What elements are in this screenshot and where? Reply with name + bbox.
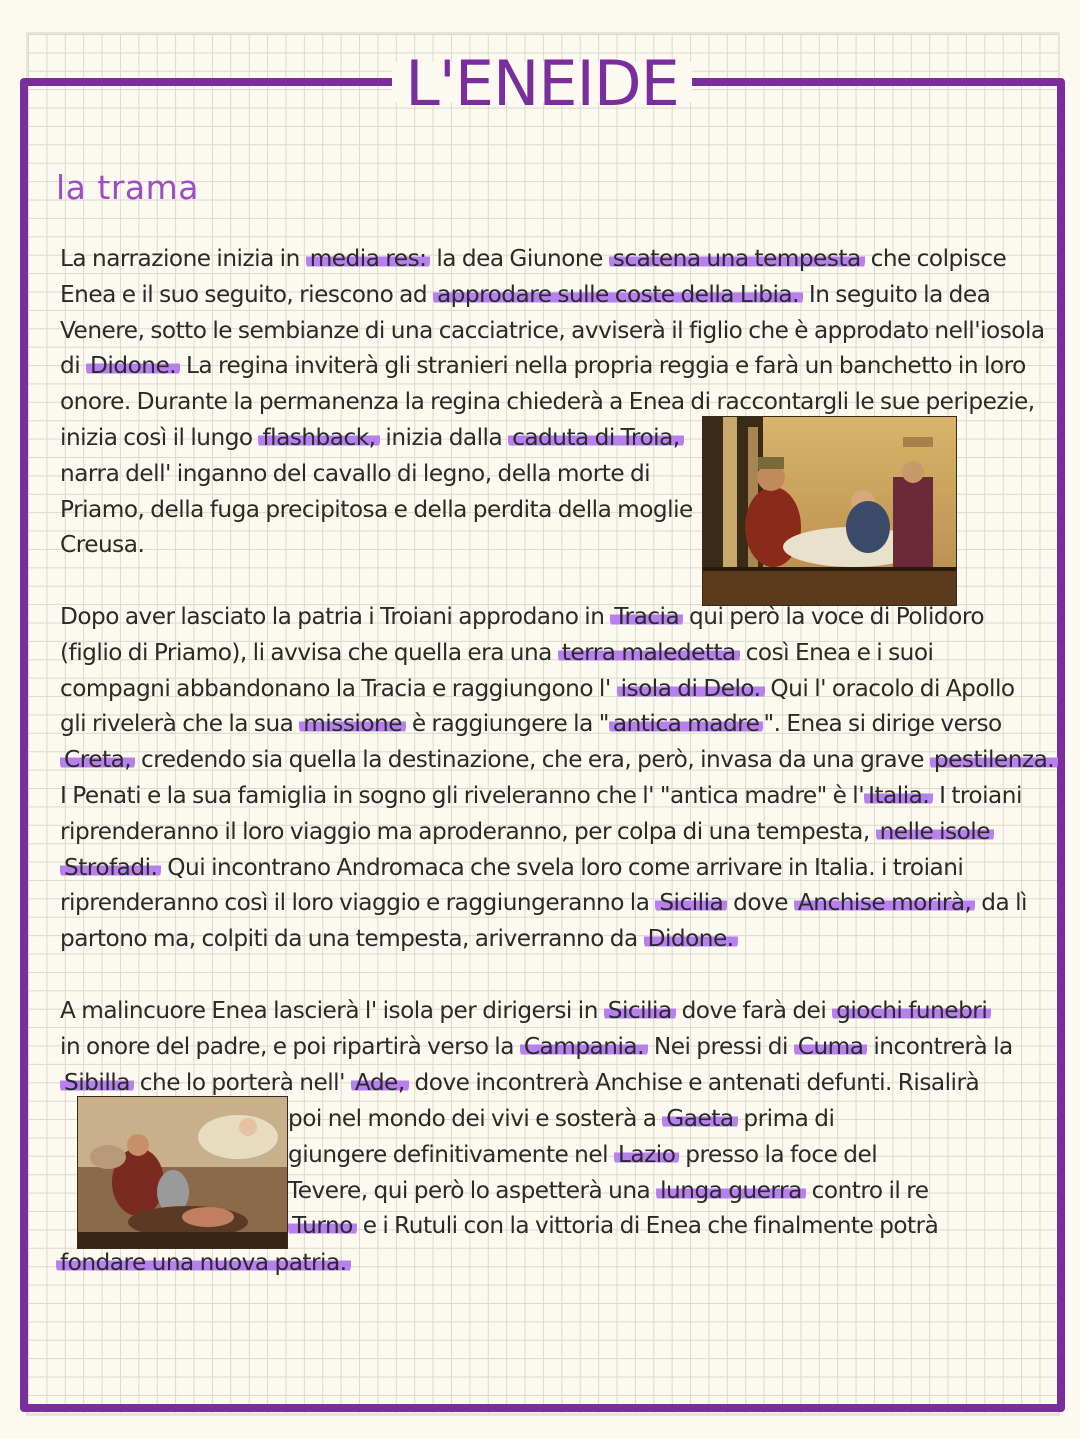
text-line (60, 671, 1058, 707)
text-line (288, 1101, 938, 1137)
text-segment: Creusa. (60, 531, 145, 559)
text-segment: Priamo, della fuga precipitosa e della perdita della moglie (60, 495, 693, 523)
text-segment: inizia così il lungo (60, 423, 259, 451)
highlighted-text: missione (299, 710, 406, 737)
text-segment: Venere, sotto le sembianze di una cacciatrice, avviserà il figlio che è approdato nell'iosola (60, 316, 1045, 344)
highlighted-text: Anchise morirà, (794, 889, 976, 916)
text-segment: I troiani (933, 781, 1022, 809)
text-segment: inizia dalla (379, 423, 509, 451)
text-segment: (figlio di Priamo), li avvisa che quella era una (60, 638, 558, 666)
text-line (60, 313, 1045, 349)
text-segment: giungere definitivamente nel (288, 1140, 614, 1168)
text-segment: poi nel mondo dei vivi e sosterà a (288, 1105, 663, 1132)
paragraph-ending (56, 1245, 351, 1281)
text-segment: di (60, 352, 87, 380)
highlighted-text: Gaeta (662, 1105, 737, 1132)
text-segment: incontrerà la (867, 1032, 1013, 1060)
text-segment: contro il re (805, 1176, 929, 1204)
highlighted-text: pestilenza. (930, 746, 1058, 773)
text-line (60, 706, 1058, 742)
text-segment: dove farà dei (675, 997, 833, 1024)
text-line (60, 814, 1058, 850)
text-line (60, 599, 1058, 635)
text-segment: Qui l' oracolo di Apollo (764, 674, 1015, 702)
text-line (56, 1245, 351, 1281)
text-line (288, 1137, 938, 1173)
highlighted-text: Sicilia (604, 997, 676, 1024)
text-line (60, 348, 1045, 384)
text-segment: Tevere, qui però lo aspetterà una (288, 1176, 657, 1204)
section-subtitle: la trama (56, 168, 199, 207)
text-line (60, 635, 1058, 671)
highlighted-text: Sicilia (655, 889, 727, 916)
highlighted-text: Creta, (60, 746, 135, 773)
paragraph-journey (60, 599, 1058, 957)
text-line (60, 1029, 1013, 1065)
text-segment: qui però la voce di Polidoro (683, 603, 985, 630)
highlighted-text: terra maledetta (558, 639, 740, 666)
text-segment: riprenderanno il loro viaggio ma aproderanno, per colpa di una tempesta, (60, 817, 876, 845)
text-segment: è raggiungere la " (406, 710, 609, 738)
text-line (288, 1173, 938, 1209)
text-segment: così Enea e i suoi (739, 638, 934, 666)
highlighted-text: Turno (288, 1212, 357, 1239)
text-line (60, 921, 1058, 957)
highlighted-text: flashback, (258, 424, 379, 451)
text-segment: La regina inviterà gli stranieri nella propria reggia e farà un banchetto in loro (180, 352, 1026, 380)
text-segment: Nei pressi di (647, 1032, 794, 1060)
highlighted-text: Didone. (644, 925, 738, 952)
text-segment: ". Enea si dirige verso (763, 710, 1002, 738)
text-segment: I Penati e la sua famiglia in sogno gli riveleranno che l' "antica madre" è l' (60, 781, 865, 809)
text-segment: dove (727, 889, 794, 917)
text-segment: prima di (737, 1105, 835, 1132)
highlighted-text: Italia. (864, 782, 933, 809)
text-segment: e i Rutuli con la vittoria di Enea che finalmente potrà (356, 1212, 939, 1240)
text-segment: Dopo aver lasciato la patria i Troiani approdano in (60, 603, 611, 630)
highlighted-text: nelle isole (876, 818, 994, 845)
highlighted-text: antica madre (609, 710, 764, 737)
page-title: L'ENEIDE (405, 47, 679, 120)
text-line (60, 778, 1058, 814)
highlighted-text: isola di Delo. (617, 675, 765, 702)
highlighted-text: Didone. (86, 352, 180, 379)
text-segment: la dea Giunone (430, 245, 609, 272)
highlighted-text: Ade, (351, 1069, 409, 1096)
highlighted-text: caduta di Troia, (508, 424, 684, 451)
highlighted-text: approdare sulle coste della Libia. (433, 281, 803, 308)
paragraph-underworld (60, 993, 1013, 1100)
text-line (60, 277, 1045, 313)
text-segment: Enea e il suo seguito, riescono ad (60, 280, 433, 308)
highlighted-text: fondare una nuova patria. (56, 1249, 351, 1276)
text-segment: credendo sia quella la destinazione, che era, però, invasa da una grave (135, 746, 930, 774)
text-segment: da lì (975, 889, 1027, 917)
text-segment: A malincuore Enea lascierà l' isola per dirigersi in (60, 997, 604, 1024)
text-segment: presso la foce del (679, 1140, 878, 1168)
text-segment: che colpisce (864, 245, 1007, 272)
painting-enea-didone (702, 416, 957, 606)
highlighted-text: Campania. (520, 1033, 648, 1060)
highlighted-text: giochi funebri (832, 997, 991, 1024)
text-line (60, 885, 1058, 921)
text-segment: La narrazione inizia in (60, 245, 306, 272)
text-line (60, 742, 1058, 778)
text-segment: narra dell' inganno del cavallo di legno, della morte di (60, 459, 651, 487)
highlighted-text: media res: (306, 245, 431, 272)
text-segment: che lo porterà nell' (133, 1068, 351, 1096)
text-segment: dove incontrerà Anchise e antenati defunti. Risalirà (408, 1068, 980, 1096)
text-line (60, 993, 1013, 1029)
highlighted-text: Strofadi. (60, 854, 161, 881)
painting-enea-battle (77, 1096, 288, 1249)
highlighted-text: Cuma (794, 1033, 868, 1060)
highlighted-text: scatena una tempesta (609, 245, 865, 272)
text-line (60, 384, 1045, 420)
highlighted-text: Tracia (610, 603, 683, 630)
text-segment: onore. Durante la permanenza la regina chiederà a Enea di raccontargli le sue peripezie, (60, 388, 1035, 416)
text-line (60, 850, 1058, 886)
text-segment: gli rivelerà che la sua (60, 710, 300, 738)
text-segment: in onore del padre, e poi ripartirà verso la (60, 1032, 520, 1060)
text-segment: riprenderanno così il loro viaggio e raggiungeranno la (60, 889, 656, 917)
text-segment: compagni abbandonano la Tracia e raggiungono l' (60, 674, 617, 702)
text-line (288, 1208, 938, 1244)
text-segment: Qui incontrano Andromaca che svela loro come arrivare in Italia. i troiani (161, 853, 964, 881)
highlighted-text: Sibilla (60, 1069, 134, 1096)
text-segment: partono ma, colpiti da una tempesta, ariverranno da (60, 925, 644, 953)
text-line (60, 241, 1045, 277)
highlighted-text: Lazio (614, 1141, 679, 1168)
paragraph-lazio (288, 1101, 938, 1244)
highlighted-text: lunga guerra (656, 1177, 806, 1204)
text-segment: In seguito la dea (803, 280, 991, 308)
